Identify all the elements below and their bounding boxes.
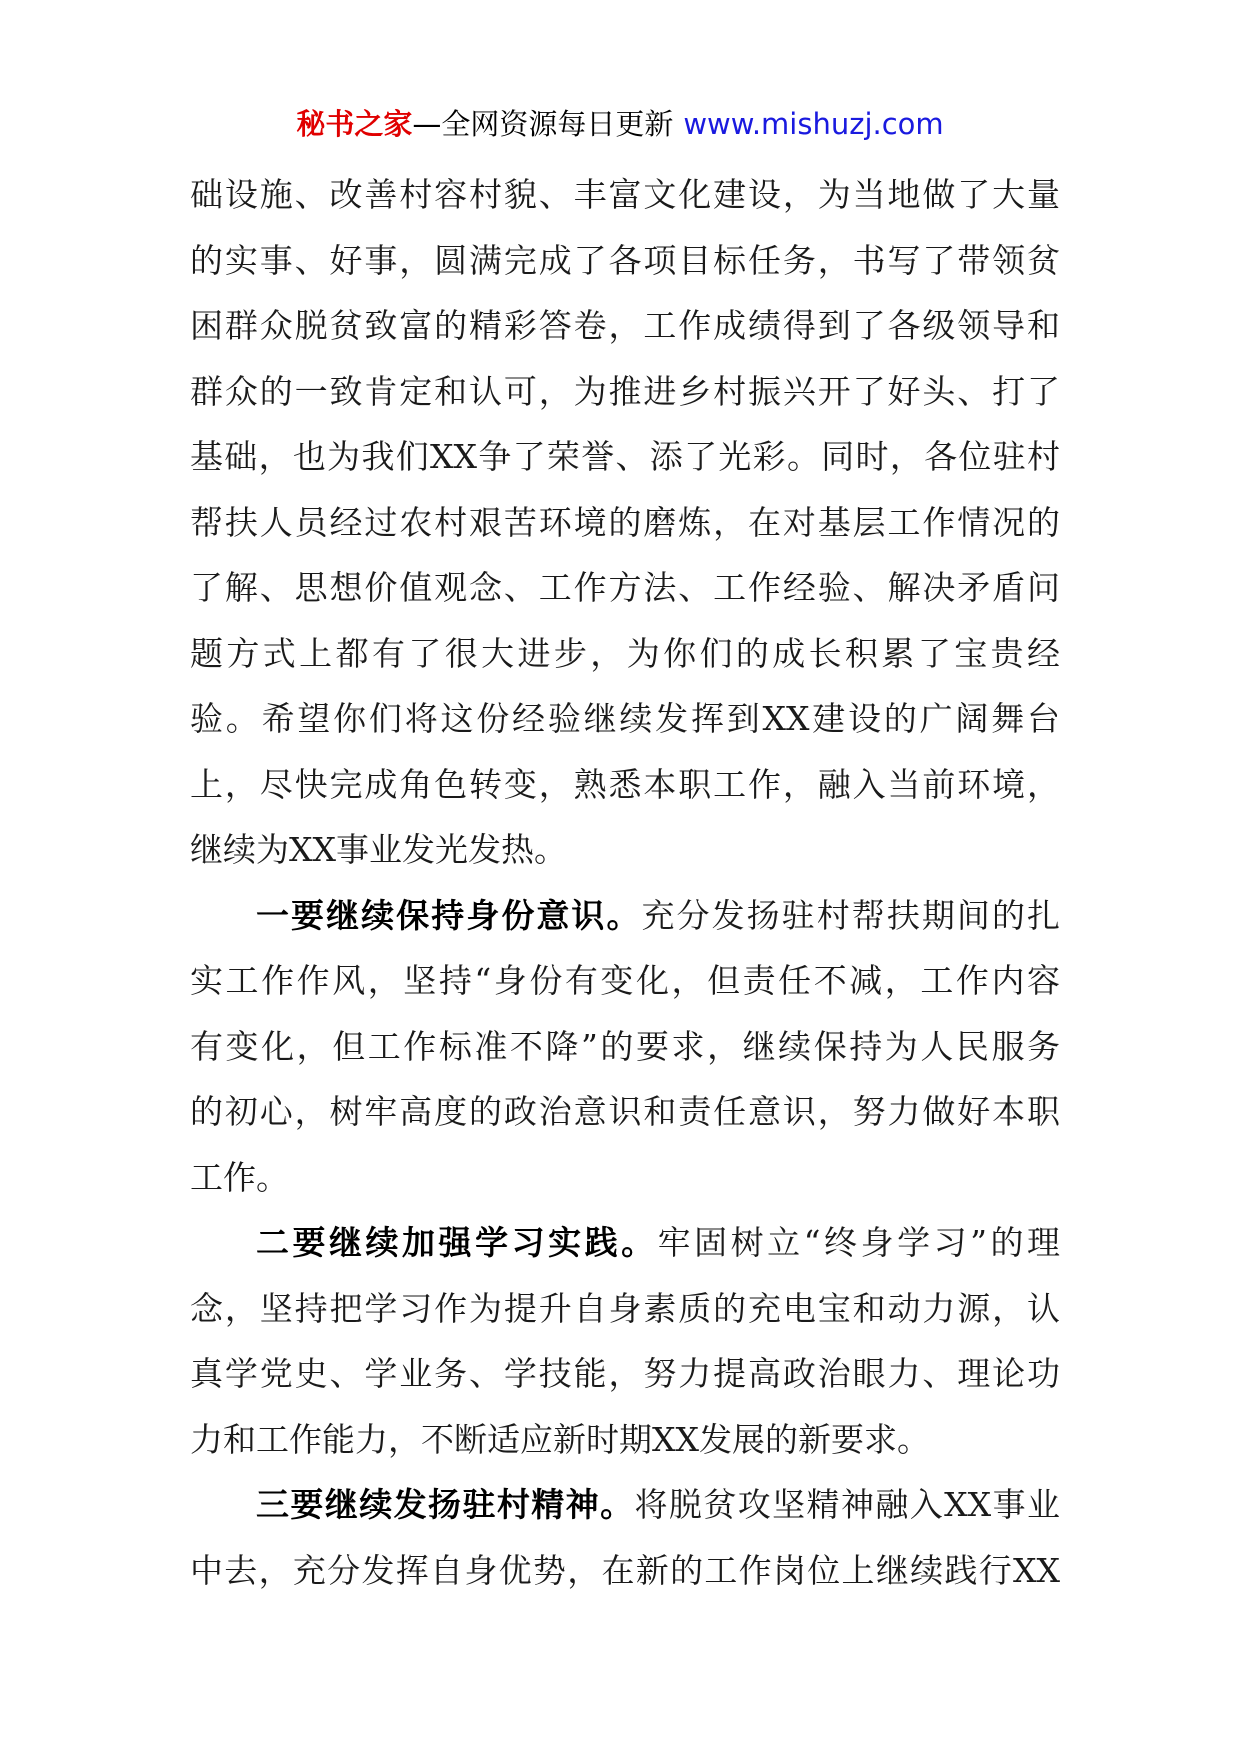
section-first-line-text: 充分发扬驻村帮扶期间的扎 [641,895,1060,935]
text-line: 了解、思想价值观念、工作方法、工作经验、解决矛盾问 [190,568,1060,607]
header-tagline: —全网资源每日更新 [412,107,674,141]
text-line: 真学党史、学业务、学技能，努力提高政治眼力、理论功 [190,1354,1060,1393]
text-line: 验。希望你们将这份经验继续发挥到XX建设的广阔舞台 [190,699,1060,738]
site-url-link[interactable]: www.mishuzj.com [683,107,944,141]
text-line: 有变化，但工作标准不降”的要求，继续保持为人民服务 [190,1026,1060,1066]
section-heading: 一要继续保持身份意识。 [256,895,642,935]
text-line: 的实事、好事，圆满完成了各项目标任务，书写了带领贫 [190,240,1060,280]
text-line: 础设施、改善村容村貌、丰富文化建设，为当地做了大量 [190,175,1060,214]
section-first-line [190,883,1060,949]
section-heading: 三要继续发扬驻村精神。 [256,1485,635,1524]
text-line: 群众的一致肯定和认可，为推进乡村振兴开了好头、打了 [190,371,1060,411]
text-line: 工作。 [190,1157,289,1197]
section-first-line [190,1210,1060,1276]
text-line: 基础，也为我们XX争了荣誉、添了光彩。同时，各位驻村 [190,437,1060,476]
section-first-line-text: 牢固树立“终身学习”的理 [657,1223,1060,1262]
text-line: 继续为XX事业发光发热。 [190,830,567,869]
text-line: 念，坚持把学习作为提升自身素质的充电宝和动力源，认 [190,1288,1060,1328]
text-line: 帮扶人员经过农村艰苦环境的磨炼，在对基层工作情况的 [190,502,1060,542]
text-line: 的初心，树牢高度的政治意识和责任意识，努力做好本职 [190,1092,1060,1131]
document-body [190,162,1060,1603]
text-line: 题方式上都有了很大进步，为你们的成长积累了宝贵经 [190,633,1060,673]
text-line: 上，尽快完成角色转变，熟悉本职工作，融入当前环境， [190,764,1060,804]
text-line: 困群众脱贫致富的精彩答卷，工作成绩得到了各级领导和 [190,306,1060,345]
text-line: 力和工作能力，不断适应新时期XX发展的新要求。 [190,1419,930,1459]
section-first-line [190,1472,1060,1538]
brand-name: 秘书之家 [296,107,413,141]
watermark-header [0,104,1240,144]
section-first-line-text: 将脱贫攻坚精神融入XX事业 [634,1485,1060,1524]
section-heading: 二要继续加强学习实践。 [256,1223,658,1262]
text-line: 实工作作风，坚持“身份有变化，但责任不减，工作内容 [190,961,1060,1000]
text-line: 中去，充分发挥自身优势，在新的工作岗位上继续践行XX [190,1550,1060,1590]
